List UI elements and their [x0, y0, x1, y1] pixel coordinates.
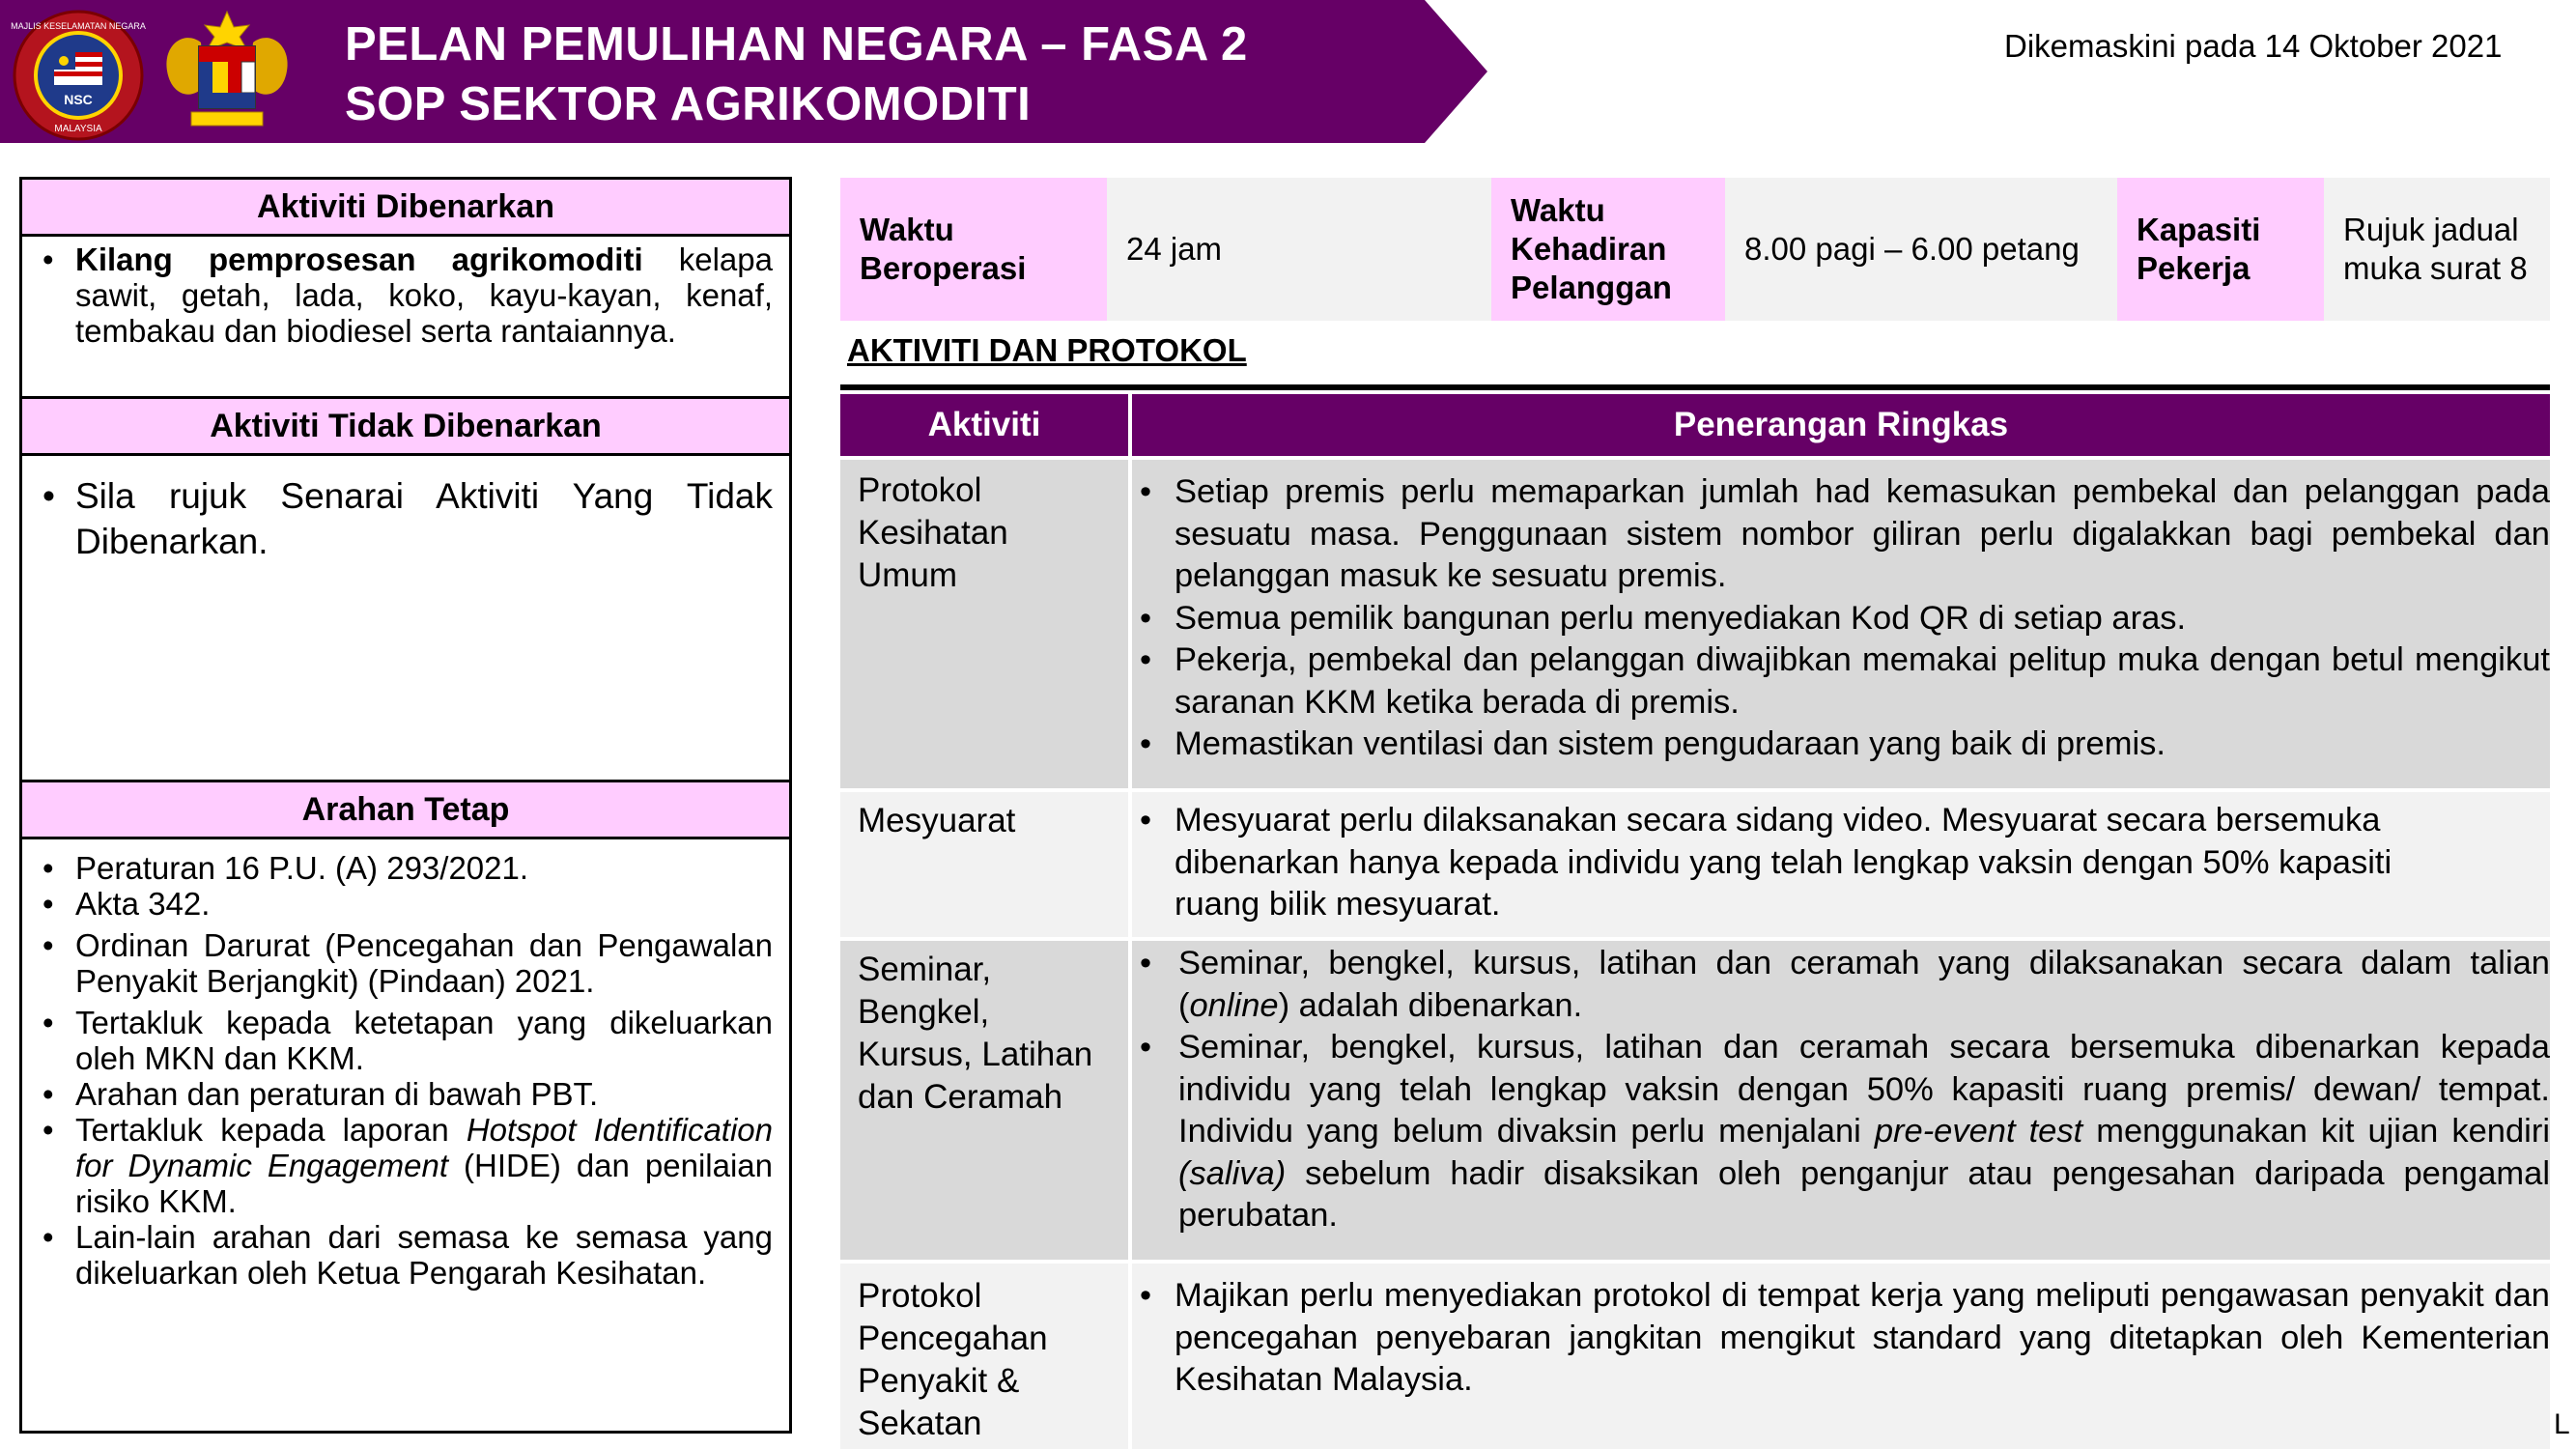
column-header-description: Penerangan Ringkas: [1128, 394, 2550, 456]
jata-negara-logo-icon: [155, 8, 299, 139]
operating-hours-value: 24 jam: [1107, 178, 1491, 321]
standing-order-item: • Lain-lain arahan dari semasa ke semasa yang dikeluarkan oleh Ketua Pengarah Kesihatan.: [19, 1219, 792, 1291]
table-row: [840, 1264, 2550, 1449]
table-row: [840, 792, 2550, 937]
seminar-point1-italic: online: [1189, 986, 1279, 1024]
seminar-point2-b: menggunakan kit ujian kendiri: [2082, 1113, 2550, 1150]
allowed-item-text: kelapa sawit, getah, lada, koko, kayu-kayan, kenaf, tembakau dan biodiesel serta rantaiannya.: [75, 242, 773, 349]
seminar-point2-italic2: (saliva): [1178, 1154, 1287, 1192]
allowed-item: [19, 242, 792, 349]
standing-order-item: [19, 1112, 792, 1219]
attendance-hours-label: Waktu Kehadiran Pelanggan: [1491, 178, 1725, 321]
standing-order-item: • Akta 342.: [19, 886, 792, 922]
not-allowed-item: • Sila rujuk Senarai Aktiviti Yang Tidak Dibenarkan.: [19, 473, 792, 564]
table-row: [840, 460, 2550, 788]
seminar-point2-c: sebelum hadir disaksikan oleh penganjur atau pengesahan daripada pengamal perubatan.: [1178, 1154, 2550, 1234]
description-cell: [1128, 460, 2550, 788]
hide-item-italic: Hotspot Identification for Dynamic Engagement: [75, 1112, 774, 1183]
standing-orders-heading: Arahan Tetap: [19, 780, 792, 839]
svg-text:MAJLIS KESELAMATAN NEGARA: MAJLIS KESELAMATAN NEGARA: [11, 21, 146, 31]
not-allowed-content: [19, 473, 792, 564]
column-header-activity: Aktiviti: [840, 394, 1128, 456]
nsc-logo-icon: [6, 10, 151, 141]
standing-order-item: • Tertakluk kepada ketetapan yang dikeluarkan oleh MKN dan KKM.: [19, 1005, 792, 1076]
attendance-hours-value: 8.00 pagi – 6.00 petang: [1725, 178, 2117, 321]
seminar-point2-italic1: pre-event test: [1874, 1113, 2083, 1150]
description-point: • Memastikan ventilasi dan sistem pengudaraan yang baik di premis.: [1140, 724, 2550, 766]
description-point: [1140, 943, 2550, 1027]
not-allowed-heading: Aktiviti Tidak Dibenarkan: [19, 396, 792, 456]
activity-cell: Mesyuarat: [840, 792, 1128, 937]
activity-cell: Protokol Kesihatan Umum: [840, 460, 1128, 788]
seminar-point1-post: ) adalah dibenarkan.: [1278, 986, 1583, 1024]
section-divider: [840, 384, 2550, 390]
standing-orders-content: [19, 850, 792, 1291]
operating-hours-label: Waktu Beroperasi: [840, 178, 1107, 321]
page-title-line2: SOP SEKTOR AGRIKOMODITI: [345, 78, 1032, 130]
protocol-table-header: [840, 394, 2550, 456]
section-title: AKTIVITI DAN PROTOKOL: [847, 332, 1247, 368]
description-cell: [1128, 941, 2550, 1260]
description-point: [1140, 1027, 2550, 1237]
standing-order-item: • Ordinan Darurat (Pencegahan dan Pengawalan Penyakit Berjangkit) (Pindaan) 2021.: [19, 927, 792, 999]
updated-date: Dikemaskini pada 14 Oktober 2021: [2004, 28, 2503, 64]
allowed-item-bold: Kilang pemprosesan agrikomoditi: [75, 242, 643, 277]
worker-capacity-value: Rujuk jadual muka surat 8: [2324, 178, 2550, 321]
info-row: [840, 178, 2550, 321]
seminar-point1-pre: Seminar, bengkel, kursus, latihan dan ceramah yang dilaksanakan secara dalam talian (: [1178, 945, 2550, 1024]
description-point: • Setiap premis perlu memaparkan jumlah had kemasukan pembekal dan pelanggan pada sesuatu masa. Penggunaan sistem nombor giliran perlu digalakkan bagi pembekal dan pelanggan masuk ke sesuatu premis.: [1140, 471, 2550, 598]
description-point: • Semua pemilik bangunan perlu menyediakan Kod QR di setiap aras.: [1140, 598, 2550, 640]
page-title-line1: PELAN PEMULIHAN NEGARA – FASA 2: [345, 18, 1248, 71]
standing-order-item: • Arahan dan peraturan di bawah PBT.: [19, 1076, 792, 1112]
description-cell: [1128, 1264, 2550, 1449]
description-point: • Mesyuarat perlu dilaksanakan secara sidang video. Mesyuarat secara bersemuka dibenarkan hanya kepada individu yang telah lengkap vaksin dengan 50% kapasiti ruang bilik mesyuarat.: [1140, 800, 2473, 926]
table-row: [840, 941, 2550, 1260]
description-cell: [1128, 792, 2550, 937]
hide-item-post: (HIDE) dan penilaian risiko KKM.: [75, 1148, 773, 1219]
activity-cell: Protokol Pencegahan Penyakit & Sekatan: [840, 1264, 1128, 1449]
svg-text:MALAYSIA: MALAYSIA: [54, 124, 102, 134]
allowed-heading: Aktiviti Dibenarkan: [19, 177, 792, 237]
description-point: • Pekerja, pembekal dan pelanggan diwajibkan memakai pelitup muka dengan betul mengikut saranan KKM ketika berada di premis.: [1140, 639, 2550, 724]
activity-cell: Seminar, Bengkel, Kursus, Latihan dan Ceramah: [840, 941, 1128, 1260]
allowed-content: [19, 242, 792, 349]
seminar-point2-a: Seminar, bengkel, kursus, latihan dan ceramah secara bersemuka dibenarkan kepada individu yang telah lengkap vaksin dengan 50% kapasiti ruang premis/ dewan/ tempat. Individu yang belum divaksin perlu menjalani: [1178, 1029, 2550, 1150]
page-edge-fragment: L: [2554, 1408, 2570, 1440]
svg-text:NSC: NSC: [64, 92, 93, 107]
standing-order-item: • Peraturan 16 P.U. (A) 293/2021.: [19, 850, 792, 886]
description-point: • Majikan perlu menyediakan protokol di tempat kerja yang meliputi pengawasan penyakit dan pencegahan penyebaran jangkitan mengikut standard yang ditetapkan oleh Kementerian Kesihatan Malaysia.: [1140, 1275, 2550, 1402]
worker-capacity-label: Kapasiti Pekerja: [2117, 178, 2324, 321]
hide-item-pre: Tertakluk kepada laporan: [75, 1112, 467, 1148]
